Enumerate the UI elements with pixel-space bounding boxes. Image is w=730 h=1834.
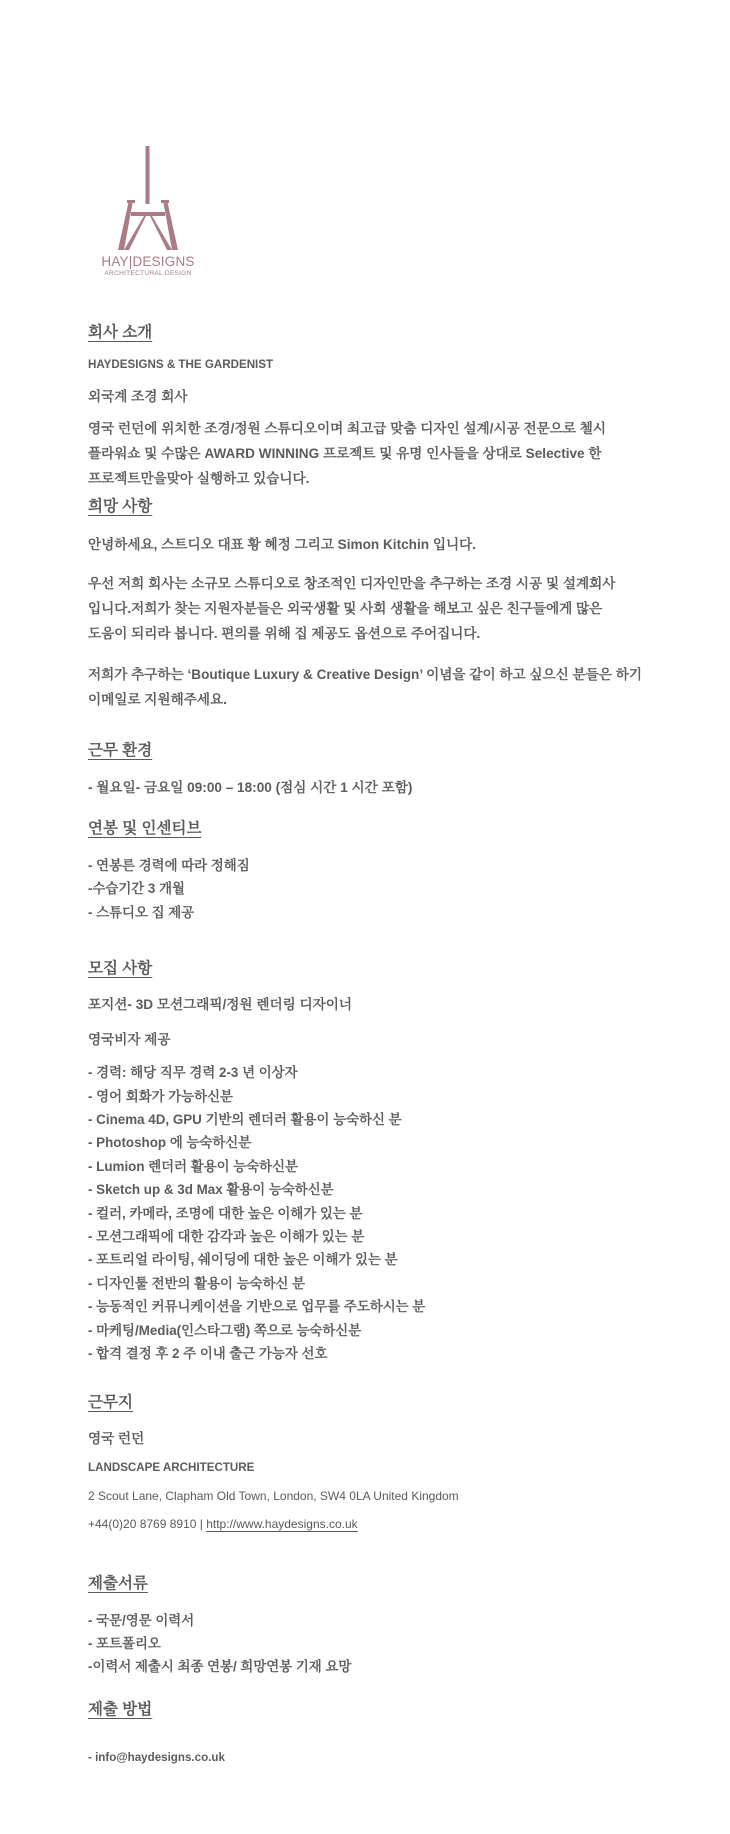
list-item: - 모션그래픽에 대한 감각과 높은 이해가 있는 분 xyxy=(88,1229,365,1245)
intro-line: 입니다.저희가 찾는 지원자분들은 외국생활 및 사회 생활을 해보고 싶은 친구들에게 많은 xyxy=(88,601,603,616)
address-text: 2 Scout Lane, Clapham Old Town, London, SW4 0LA United Kingdom xyxy=(88,1488,459,1503)
phone-text: +44(0)20 8769 8910 | xyxy=(88,1516,207,1531)
salary-list xyxy=(88,854,658,924)
location-company: LANDSCAPE ARCHITECTURE xyxy=(88,1460,255,1474)
requirements-list xyxy=(88,1061,658,1365)
list-item: - 영어 회화가 가능하신분 xyxy=(88,1088,233,1104)
list-item: - Sketch up & 3d Max 활용이 능숙하신분 xyxy=(88,1182,334,1198)
company-description-line: 플라워쇼 및 수많은 AWARD WINNING 프로젝트 및 유명 인사들을 상대로 Selective 한 xyxy=(88,446,602,461)
closing-line: 저희가 추구하는 ‘Boutique Luxury & Creative Design’ 이념을 같이 하고 싶으신 분들은 하기 xyxy=(88,667,643,682)
list-item: - Lumion 렌더러 활용이 능숙하신분 xyxy=(88,1158,298,1174)
company-description xyxy=(88,416,658,491)
work-hours: - 월요일- 금요일 09:00 – 18:00 (점심 시간 1 시간 포함) xyxy=(88,780,413,795)
list-item: - 합격 결정 후 2 주 이내 출근 가능자 선호 xyxy=(88,1346,328,1362)
section-heading-submit: 제출 방법 xyxy=(88,1700,153,1718)
logo-mark-icon xyxy=(96,146,200,254)
list-item: - 연봉른 경력에 따라 정해짐 xyxy=(88,858,250,873)
section-heading-wish: 희망 사항 xyxy=(88,498,153,515)
visa-text: 영국비자 제공 xyxy=(88,1032,171,1048)
section-heading-documents: 제출서류 xyxy=(88,1574,148,1592)
list-item: - 마케팅/Media(인스타그램) 쪽으로 능숙하신분 xyxy=(88,1322,362,1338)
logo-brand-text: HAY|DESIGNS xyxy=(101,254,195,269)
list-item: - 포트리얼 라이팅, 쉐이딩에 대한 높은 이해가 있는 분 xyxy=(88,1252,398,1268)
list-item: - Cinema 4D, GPU 기반의 렌더러 활용이 능숙하신 분 xyxy=(88,1112,402,1128)
company-name: HAYDESIGNS & THE GARDENIST xyxy=(88,358,274,371)
job-posting xyxy=(88,322,658,1770)
list-item: - 능동적인 커뮤니케이션을 기반으로 업무를 주도하시는 분 xyxy=(88,1299,426,1315)
section-heading-recruit: 모집 사항 xyxy=(88,960,153,978)
section-heading-company: 회사 소개 xyxy=(88,324,153,341)
website-link[interactable]: http://www.haydesigns.co.uk xyxy=(206,1516,358,1531)
closing-line: 이메일로 지원해주세요. xyxy=(88,692,227,707)
list-item: - Photoshop 에 능숙하신분 xyxy=(88,1135,252,1151)
company-description-line: 영국 런던에 위치한 조경/정원 스튜디오이며 최고급 맞춤 디자인 설계/시공 전문으로 첼시 xyxy=(88,421,607,436)
company-logo xyxy=(96,146,200,280)
documents-list xyxy=(88,1609,658,1679)
list-item: - 포트폴리오 xyxy=(88,1635,161,1651)
greeting-text: 안녕하세요, 스트디오 대표 황 혜정 그리고 Simon Kitchin 입니다. xyxy=(88,537,477,552)
intro-line: 도움이 되리라 봅니다. 편의를 위해 집 제공도 옵션으로 주어집니다. xyxy=(88,626,481,641)
intro-paragraph xyxy=(88,571,658,646)
position-text: 포지션- 3D 모션그래픽/정원 렌더링 디자이너 xyxy=(88,997,353,1013)
list-item: - 디자인툴 전반의 활용이 능숙하신 분 xyxy=(88,1275,306,1291)
submit-email[interactable]: - info@haydesigns.co.uk xyxy=(88,1750,225,1764)
list-item: -수습기간 3 개월 xyxy=(88,881,185,897)
company-description-line: 프로젝트만을맞아 실행하고 있습니다. xyxy=(88,471,310,486)
logo-tagline-text: ARCHITECTURAL DESIGN xyxy=(104,270,192,277)
company-type: 외국계 조경 회사 xyxy=(88,389,188,404)
location-city: 영국 런던 xyxy=(88,1430,145,1446)
section-heading-location: 근무지 xyxy=(88,1393,133,1411)
section-heading-salary: 연봉 및 인센티브 xyxy=(88,820,202,837)
list-item: - 컬러, 카메라, 조명에 대한 높은 이해가 있는 분 xyxy=(88,1205,363,1221)
list-item: -이력서 제출시 최종 연봉/ 희망연봉 기재 요망 xyxy=(88,1659,352,1675)
intro-line: 우선 저희 회사는 소규모 스튜디오로 창조적인 디자인만을 추구하는 조경 시공 및 설계회사 xyxy=(88,576,616,591)
closing-paragraph xyxy=(88,662,658,712)
list-item: - 경력: 해당 직무 경력 2-3 년 이상자 xyxy=(88,1065,298,1081)
list-item: - 스튜디오 집 제공 xyxy=(88,904,195,920)
contact-line xyxy=(88,1512,658,1537)
list-item: - 국문/영문 이력서 xyxy=(88,1612,195,1628)
section-heading-environment: 근무 환경 xyxy=(88,742,153,759)
